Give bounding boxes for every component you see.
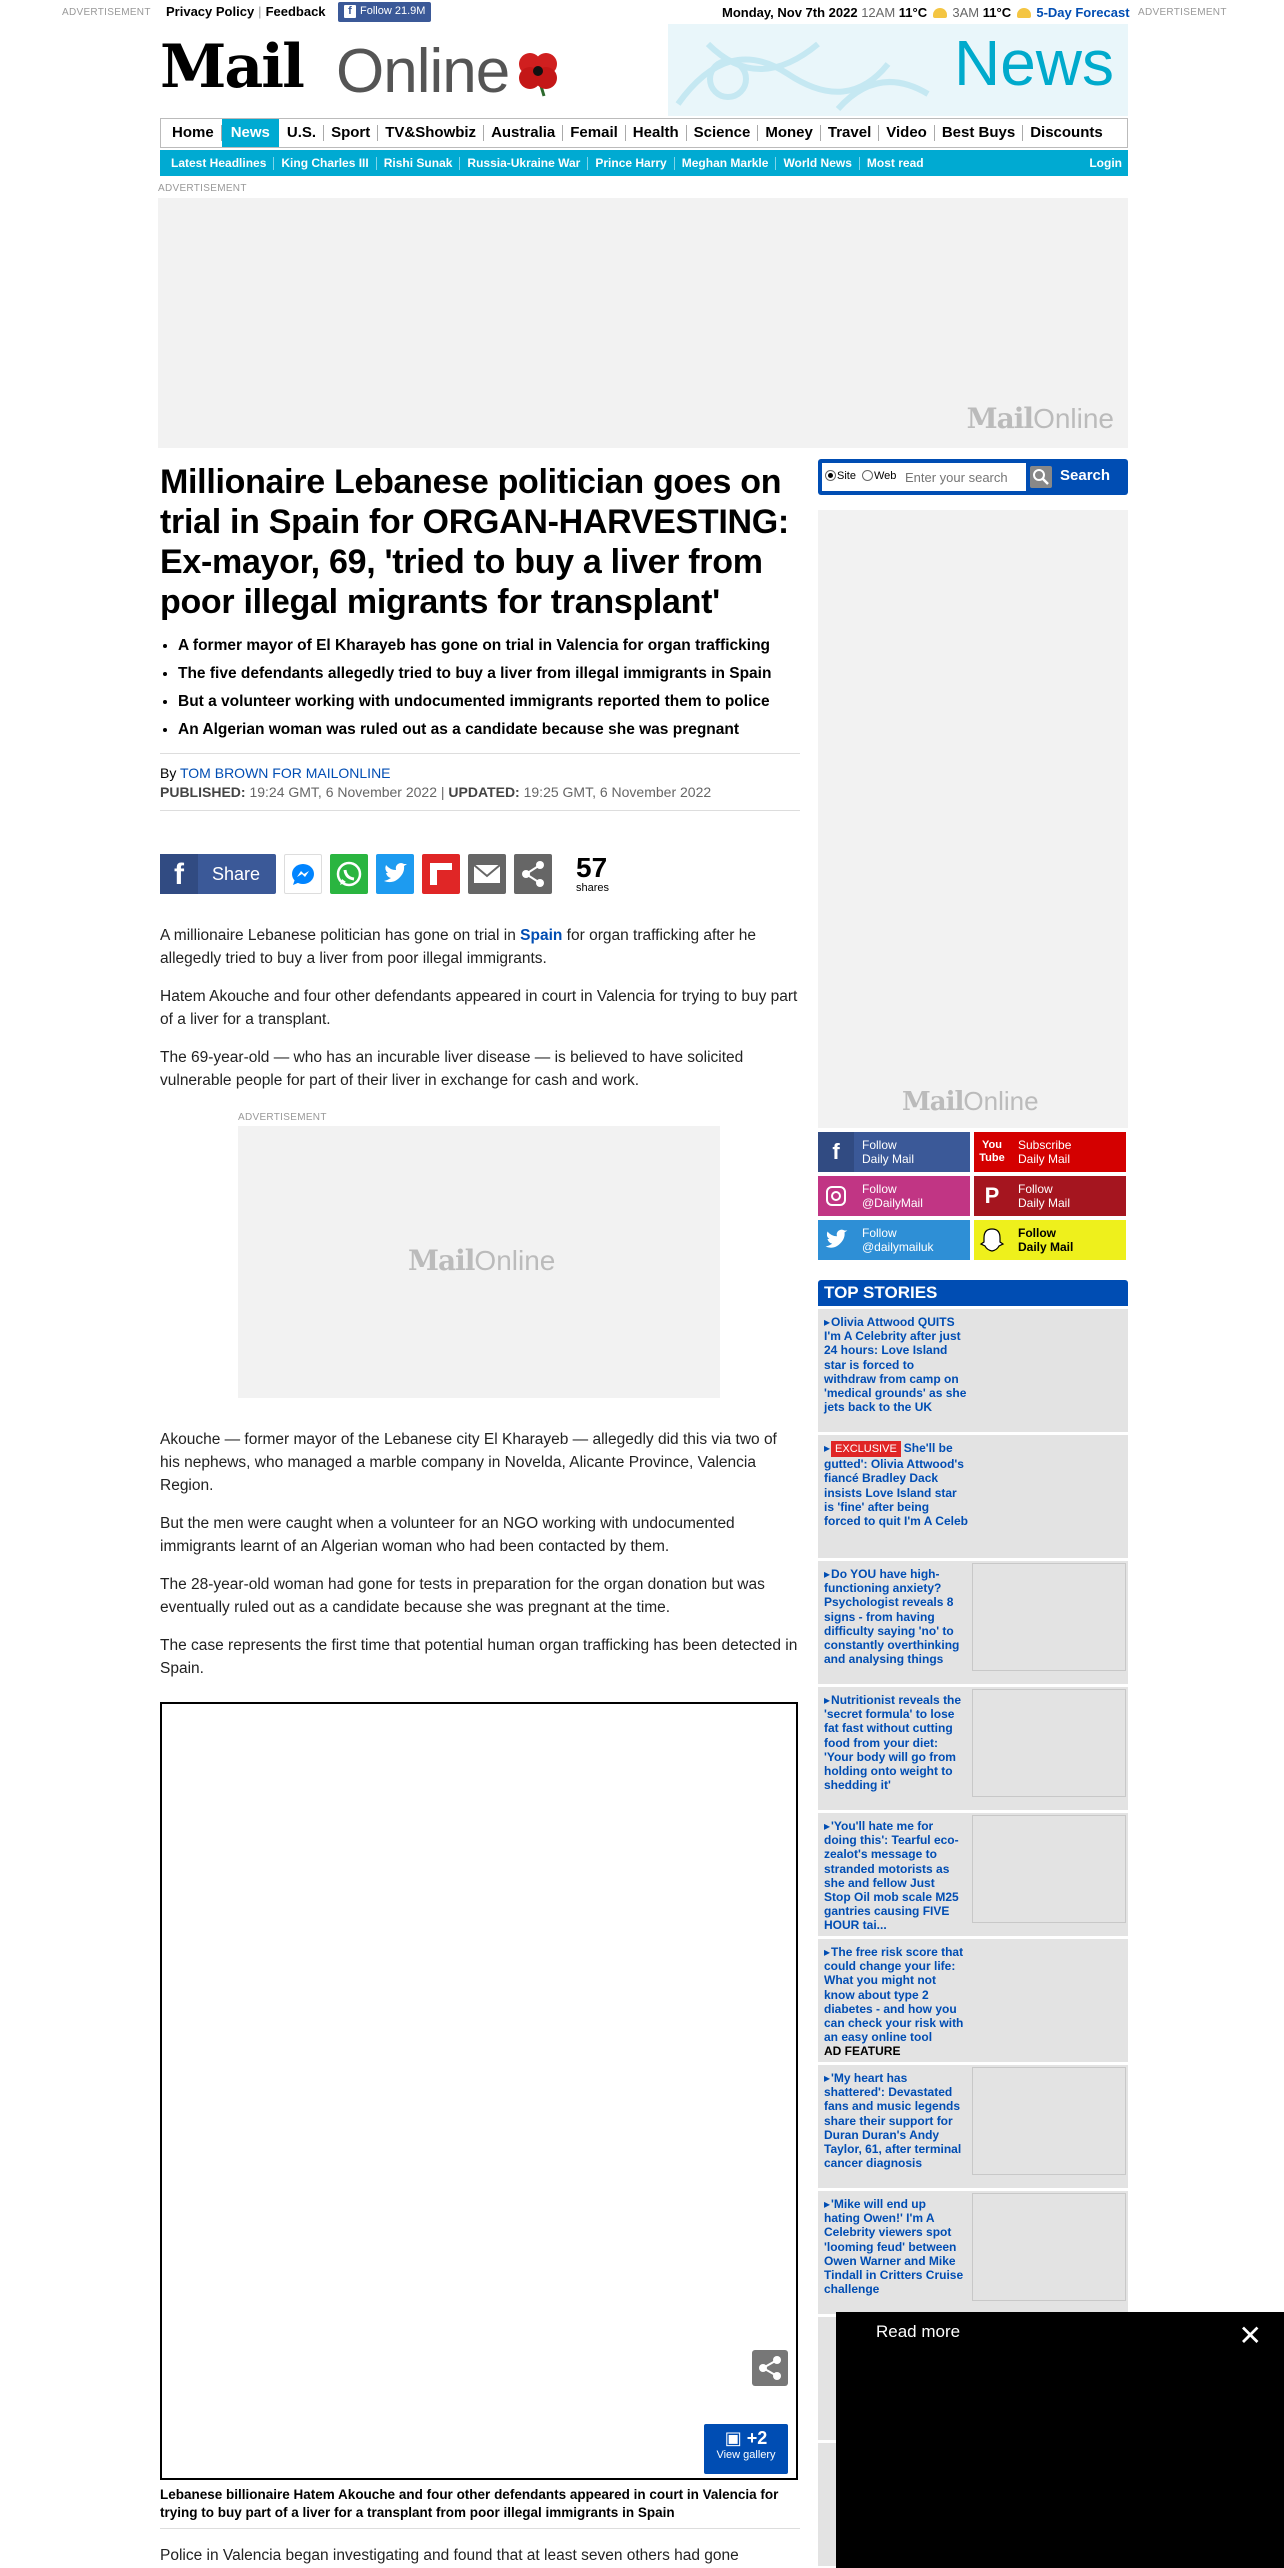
byline	[160, 764, 800, 802]
article-paragraph: Akouche — former mayor of the Lebanese city El Kharayeb — allegedly did this via two of his nephews, who managed a marble company in Novelda, Alicante Province, Valencia Region.	[160, 1431, 777, 1494]
follow-account: Daily Mail	[1018, 1152, 1071, 1166]
top-story-headline[interactable]	[824, 1441, 968, 1528]
top-story-item[interactable]	[818, 2188, 1128, 2314]
main-nav	[160, 118, 1128, 148]
site-search	[818, 459, 1128, 495]
summary-bullet: • The five defendants allegedly tried to buy a liver from illegal immigrants in Spain	[178, 662, 800, 685]
ad-label: ADVERTISEMENT	[62, 7, 151, 18]
follow-instagram[interactable]	[818, 1176, 970, 1216]
follow-snapchat[interactable]	[974, 1220, 1126, 1260]
flipboard-share-button[interactable]	[422, 854, 460, 894]
close-icon[interactable]: ✕	[1238, 2320, 1262, 2351]
nav-item-discounts[interactable]: Discounts	[1030, 124, 1103, 141]
ad-label: ADVERTISEMENT	[238, 1112, 327, 1123]
article-body	[160, 924, 800, 1107]
ad-feature-label: AD FEATURE	[824, 2044, 901, 2059]
snapchat-icon	[974, 1220, 1010, 1260]
top-story-item[interactable]	[818, 1936, 1128, 2062]
facebook-follow-button[interactable]	[338, 2, 431, 22]
top-story-item[interactable]	[818, 1558, 1128, 1684]
published-date: 19:24 GMT, 6 November 2022	[249, 784, 437, 800]
follow-pinterest[interactable]	[974, 1176, 1126, 1216]
top-story-headline[interactable]	[824, 1945, 968, 2059]
ad-logo-online: Online	[1033, 403, 1114, 434]
search-field-wrap	[822, 463, 1026, 491]
article-timestamps: PUBLISHED: 19:24 GMT, 6 November 2022 | UPDATED: 19:25 GMT, 6 November 2022	[160, 784, 712, 800]
facebook-icon: f	[160, 854, 198, 894]
nav-item-home[interactable]: Home	[165, 125, 222, 141]
follow-account: Daily Mail	[1018, 1240, 1074, 1254]
top-story-item[interactable]	[818, 2062, 1128, 2188]
share-bar	[160, 854, 800, 896]
more-share-button[interactable]	[514, 854, 552, 894]
site-logo-mail[interactable]: Mail	[160, 32, 303, 102]
youtube-icon	[974, 1132, 1010, 1172]
forecast-temp-1: 11°C	[898, 5, 928, 20]
nav-item-science[interactable]: Science	[687, 125, 759, 141]
ad-logo-mail: Mail	[902, 1087, 964, 1117]
top-stories	[818, 1280, 1128, 2297]
facebook-icon: f	[818, 1132, 854, 1172]
article-headline: Millionaire Lebanese politician goes on trial in Spain for ORGAN-HARVESTING: Ex-mayor, 69, 'tried to buy a liver from poor illegal migrants for transplant'	[160, 463, 789, 621]
sub-nav	[160, 150, 1128, 176]
nav-item-news[interactable]: News	[222, 119, 279, 147]
sun-cloud-icon	[933, 8, 947, 18]
date-weather	[722, 5, 1130, 20]
view-gallery-button[interactable]	[704, 2424, 788, 2474]
nav-item-best-buys[interactable]: Best Buys	[935, 125, 1023, 141]
updated-label: UPDATED:	[448, 784, 520, 800]
email-icon	[468, 854, 506, 894]
byline-prefix: By	[160, 765, 177, 781]
facebook-share-button[interactable]	[160, 854, 276, 894]
top-story-headline[interactable]: ▸ 'Mike will end up hating Owen!' I'm A Celebrity viewers spot 'looming feud' between Owen Warner and Mike Tindall in Critters Cruise challenge	[824, 2197, 964, 2296]
follow-label: Follow	[1018, 1182, 1053, 1196]
ad-label: ADVERTISEMENT	[158, 183, 247, 194]
article-paragraph: The 69-year-old — who has an incurable liver disease — is believed to have solicited vulnerable people for part of their liver in exchange for cash and work.	[160, 1049, 744, 1089]
scope-site-label: Site	[837, 470, 856, 482]
twitter-share-button[interactable]	[376, 854, 414, 894]
share-icon	[752, 2350, 788, 2386]
subnav-prince-harry[interactable]: Prince Harry	[588, 157, 674, 170]
gallery-label: View gallery	[716, 2449, 776, 2461]
search-input[interactable]	[902, 466, 1020, 488]
forecast-time-1: 12AM	[861, 5, 896, 20]
divider	[160, 810, 800, 811]
subnav-russia-ukraine[interactable]: Russia-Ukraine War	[460, 157, 588, 170]
facebook-icon: f	[344, 5, 356, 18]
topic-link-spain[interactable]: Spain	[520, 927, 563, 944]
nav-item-sport[interactable]: Sport	[324, 125, 378, 141]
subscribe-youtube[interactable]	[974, 1132, 1126, 1172]
forecast-temp-2: 11°C	[982, 5, 1012, 20]
article-paragraph: But the men were caught when a volunteer for an NGO working with undocumented immigrants learnt of an Algerian woman who had been contacted by them.	[160, 1515, 735, 1555]
article-paragraph: The case represents the first time that potential human organ trafficking has been detected in Spain.	[160, 1637, 798, 1677]
top-story-item[interactable]	[818, 1432, 1128, 1558]
top-story-headline[interactable]: ▸ 'My heart has shattered': Devastated fans and music legends share their support for Duran Duran's Andy Taylor, 61, after terminal cancer diagnosis	[824, 2071, 964, 2170]
nav-item-femail[interactable]: Femail	[563, 125, 626, 141]
site-logo-online[interactable]: Online	[336, 37, 510, 106]
divider	[160, 2528, 800, 2529]
ad-sidebar[interactable]	[818, 510, 1128, 1128]
media-share-button[interactable]	[752, 2350, 788, 2386]
follow-label: Subscribe	[1018, 1138, 1072, 1152]
privacy-policy-link[interactable]: Privacy Policy	[166, 4, 255, 19]
read-more-label: Read more	[876, 2322, 961, 2341]
ad-logo-mail: Mail	[966, 402, 1034, 435]
subnav-rishi-sunak[interactable]: Rishi Sunak	[377, 157, 461, 170]
top-strip	[0, 0, 1284, 24]
fb-follow-label: Follow	[360, 5, 392, 17]
share-count-number: 57	[576, 852, 608, 883]
sun-cloud-icon	[1017, 8, 1031, 18]
article-media[interactable]	[160, 1702, 798, 2480]
share-label: Share	[212, 864, 261, 884]
ad-logo-online: Online	[474, 1245, 556, 1276]
media-caption: Lebanese billionaire Hatem Akouche and four other defendants appeared in court in Valencia for trying to buy part of a liver for a transplant from poor illegal immigrants in Spain	[160, 2487, 779, 2520]
instagram-icon	[818, 1176, 854, 1216]
top-story-headline[interactable]: ▸ 'You'll hate me for doing this': Tearful eco-zealot's message to stranded motorists as she and fellow Just Stop Oil mob scale M25 gantries causing FIVE HOUR tai...	[824, 1819, 964, 1933]
story-thumbnail[interactable]	[972, 1563, 1126, 1671]
paragraph-text: A millionaire Lebanese politician has gone on trial in	[160, 927, 521, 944]
article-header	[160, 462, 800, 811]
story-thumbnail[interactable]	[972, 2067, 1126, 2175]
whatsapp-share-button[interactable]	[330, 854, 368, 894]
radio-checked-icon	[825, 470, 836, 481]
twitter-icon	[818, 1220, 854, 1260]
summary-bullet: • But a volunteer working with undocumented immigrants reported them to police	[178, 690, 800, 713]
messenger-share-button[interactable]	[284, 854, 322, 894]
follow-account: @DailyMail	[862, 1196, 923, 1210]
login-link[interactable]: Login	[1089, 156, 1122, 170]
fb-follow-count: 21.9M	[394, 5, 426, 17]
updated-date: 19:25 GMT, 6 November 2022	[523, 784, 712, 800]
nav-item-tv-showbiz[interactable]: TV&Showbiz	[378, 125, 484, 141]
ad-banner-top[interactable]	[158, 198, 1128, 448]
pinterest-icon: P	[984, 1183, 1000, 1208]
paragraph-text: for organ trafficking after he allegedly tried to buy a liver from poor illegal immigrants.	[160, 927, 756, 967]
subnav-world-news[interactable]: World News	[776, 157, 859, 170]
section-banner	[668, 24, 1128, 116]
divider	[160, 753, 800, 754]
whatsapp-icon	[330, 854, 368, 894]
published-label: PUBLISHED:	[160, 784, 246, 800]
twitter-icon	[376, 854, 414, 894]
top-links: Privacy Policy | Feedback	[166, 4, 326, 19]
masthead	[158, 24, 1128, 116]
article-body	[160, 1428, 800, 1695]
nav-item-travel[interactable]: Travel	[821, 125, 879, 141]
follow-twitter[interactable]	[818, 1220, 970, 1260]
top-story-headline[interactable]: ▸ Nutritionist reveals the 'secret formula' to lose fat fast without cutting food from your diet: 'Your body will go from holding onto weight to shedding it'	[824, 1693, 964, 1792]
scope-web-label: Web	[874, 470, 897, 482]
top-story-item[interactable]	[818, 1684, 1128, 1810]
story-text: The free risk score that could change your life: What you might not know about type 2 diabetes - and how you can check your risk with an easy online tool	[824, 1945, 964, 2045]
youtube-icon-top: You	[982, 1139, 1002, 1151]
follow-label: Follow	[862, 1182, 897, 1196]
exclusive-badge: EXCLUSIVE	[831, 1441, 901, 1457]
nav-item-us[interactable]: U.S.	[280, 125, 324, 141]
article-paragraph: The 28-year-old woman had gone for tests in preparation for the organ donation but was eventually ruled out as a candidate because she was pregnant at the time.	[160, 1576, 765, 1616]
ad-placeholder-logo	[408, 1244, 555, 1277]
top-story-headline[interactable]: ▸ Olivia Attwood QUITS I'm A Celebrity after just 24 hours: Love Island star is forced to withdraw from camp on 'medical grounds' as she jets back to the UK	[824, 1315, 968, 1414]
ad-inline[interactable]	[238, 1126, 720, 1398]
nav-item-australia[interactable]: Australia	[484, 125, 563, 141]
search-scope-web[interactable]	[862, 470, 896, 482]
top-story-item[interactable]	[818, 1810, 1128, 1936]
top-story-item[interactable]	[818, 1306, 1128, 1432]
article-paragraph	[160, 924, 800, 970]
share-icon	[514, 854, 552, 894]
youtube-icon-bottom: Tube	[979, 1152, 1005, 1164]
ad-placeholder-logo	[967, 402, 1114, 435]
read-more-player[interactable]	[836, 2312, 1284, 2568]
ad-label: ADVERTISEMENT	[1138, 7, 1227, 18]
current-date: Monday, Nov 7th 2022	[722, 5, 858, 20]
author-link[interactable]: TOM BROWN FOR MAILONLINE	[179, 765, 391, 781]
share-count	[576, 854, 609, 894]
ad-logo-online: Online	[963, 1086, 1039, 1116]
follow-label: Follow	[1018, 1226, 1056, 1240]
ad-logo-mail: Mail	[408, 1244, 475, 1277]
subnav-king-charles[interactable]: King Charles III	[274, 157, 376, 170]
ad-placeholder-logo	[902, 1086, 1039, 1117]
summary-bullet: • An Algerian woman was ruled out as a candidate because she was pregnant	[178, 718, 800, 741]
follow-account: @dailymailuk	[862, 1240, 934, 1254]
article-summary	[160, 634, 800, 741]
top-stories-title: TOP STORIES	[818, 1280, 1128, 1306]
summary-bullet: • A former mayor of El Kharayeb has gone on trial in Valencia for organ trafficking	[178, 634, 800, 657]
subnav-latest-headlines[interactable]: Latest Headlines	[164, 157, 274, 170]
gallery-count: +2	[746, 2428, 768, 2448]
poppy-icon	[514, 46, 562, 98]
feedback-link[interactable]: Feedback	[265, 4, 326, 19]
search-scope-site[interactable]	[825, 470, 856, 482]
subnav-most-read[interactable]: Most read	[866, 155, 924, 170]
follow-facebook[interactable]	[818, 1132, 970, 1172]
article-paragraph: Police in Valencia began investigating and found that at least seven others had gone	[160, 2547, 739, 2564]
nav-item-video[interactable]: Video	[879, 125, 935, 141]
nav-item-health[interactable]: Health	[626, 125, 687, 141]
email-share-button[interactable]	[468, 854, 506, 894]
camera-icon: ▣	[724, 2428, 742, 2448]
top-story-headline[interactable]: ▸ Do YOU have high-functioning anxiety? Psychologist reveals 8 signs - from having difficulty saying 'no' to constantly overthinking and analysing things	[824, 1567, 964, 1666]
follow-label: Follow	[862, 1226, 897, 1240]
story-text: She'll be gutted': Olivia Attwood's fiancé Bradley Dack insists Love Island star is 'fine' after being forced to quit I'm A Celeb	[824, 1441, 968, 1529]
forecast-time-2: 3AM	[952, 5, 980, 20]
follow-account: Daily Mail	[862, 1152, 915, 1166]
subnav-meghan-markle[interactable]: Meghan Markle	[675, 157, 777, 170]
follow-label: Follow	[862, 1138, 897, 1152]
flipboard-icon	[422, 854, 460, 894]
search-icon[interactable]	[1030, 466, 1052, 488]
section-title: News	[953, 27, 1114, 99]
follow-account: Daily Mail	[1018, 1196, 1071, 1210]
story-thumbnail[interactable]	[972, 2193, 1126, 2301]
article-body	[160, 2544, 800, 2568]
article-paragraph: Hatem Akouche and four other defendants appeared in court in Valencia for trying to buy part of a liver for a transplant.	[160, 988, 798, 1028]
messenger-icon	[285, 855, 321, 893]
radio-unchecked-icon	[862, 470, 873, 481]
story-thumbnail[interactable]	[972, 1689, 1126, 1797]
search-button[interactable]: Search	[1060, 467, 1111, 484]
share-count-label: shares	[576, 882, 610, 894]
five-day-forecast-link[interactable]: 5-Day Forecast	[1036, 5, 1130, 20]
story-thumbnail[interactable]	[972, 1815, 1126, 1923]
nav-item-money[interactable]: Money	[758, 125, 821, 141]
